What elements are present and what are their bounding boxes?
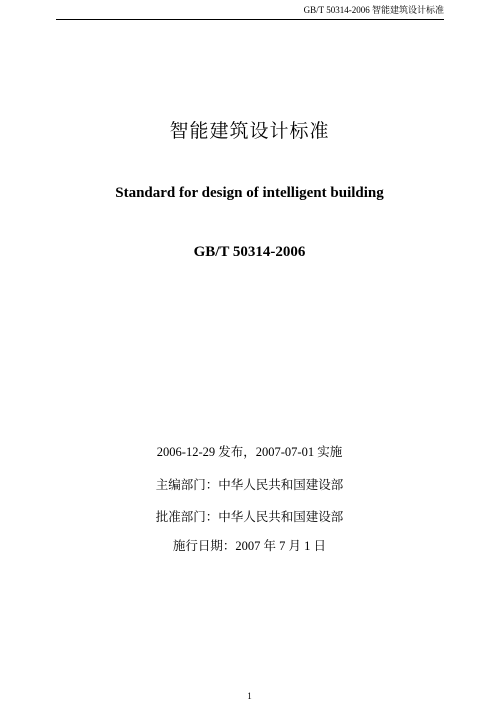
effective-date: 施行日期：2007 年 7 月 1 日	[172, 539, 327, 553]
running-header	[56, 4, 444, 20]
publish-effective-dates: 2006-12-29 发布，2007-07-01 实施	[156, 445, 343, 459]
editor-department: 主编部门：中华人民共和国建设部	[155, 478, 344, 492]
running-header-title: GB/T 50314-2006 智能建筑设计标准	[303, 5, 444, 15]
document-title-chinese: 智能建筑设计标准	[169, 120, 330, 142]
approval-department: 批准部门：中华人民共和国建设部	[155, 510, 344, 524]
page-number: 1	[247, 691, 252, 701]
document-title-english: Standard for design of intelligent building	[115, 185, 384, 201]
standard-code: GB/T 50314-2006	[193, 244, 306, 260]
